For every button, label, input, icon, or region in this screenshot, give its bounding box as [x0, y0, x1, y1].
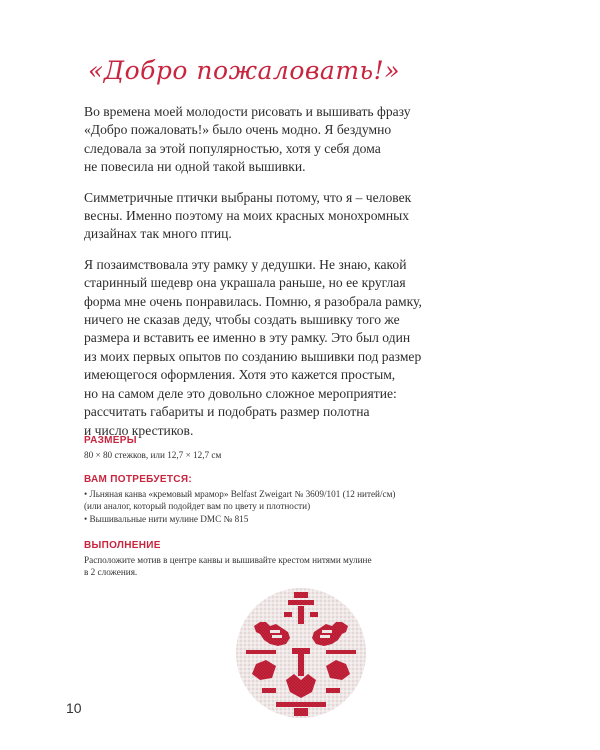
paragraph-2 [84, 189, 464, 244]
text-line: Симметричные птички выбраны потому, что я – человек [84, 189, 412, 205]
text-line: размера и вставить ее именно в эту рамку. Это был один [84, 330, 411, 346]
page-title: «Добро пожаловать!» [88, 56, 400, 85]
execution-text-line: Расположите мотив в центре канвы и вышивайте крестом нитями мулине [84, 555, 372, 565]
materials-item-canvas: • Льняная канва «кремовый мрамор» Belfast Zweigart № 3609/101 (12 нитей/см) [84, 489, 396, 499]
body-text [84, 103, 464, 452]
text-line: форма мне очень понравилась. Помню, я разобрала рамку, [84, 293, 422, 309]
page-number: 10 [66, 700, 82, 716]
embroidery-photo [236, 588, 366, 718]
text-line: Я позаимствовала эту рамку у дедушки. Не знаю, какой [84, 256, 407, 272]
materials-item-canvas-note: (или аналог, который подойдет вам по цвету и плотности) [84, 501, 311, 512]
text-line: дизайнах так много птиц. [84, 226, 232, 242]
text-line: имеющегося оформления. Хотя это кажется простым, [84, 367, 396, 383]
sizes-heading: РАЗМЕРЫ [84, 435, 137, 446]
text-line: рассчитать габариты и подобрать размер полотна [84, 404, 370, 420]
paragraph-3 [84, 256, 464, 440]
text-line: но на самом деле это довольно сложное мероприятие: [84, 385, 397, 401]
materials-item-thread: • Вышивальные нити мулине DMC № 815 [84, 513, 249, 524]
text-line: из моих первых опытов по созданию вышивки под размер [84, 348, 422, 364]
materials-section [84, 474, 484, 525]
text-line: ничего не сказав деду, чтобы создать вышивку того же [84, 312, 400, 328]
text-line: «Добро пожаловать!» было очень модно. Я бездумно [84, 122, 392, 138]
execution-heading: ВЫПОЛНЕНИЕ [84, 540, 161, 551]
materials-heading: ВАМ ПОТРЕБУЕТСЯ: [84, 474, 192, 485]
execution-text-line: в 2 сложения. [84, 567, 138, 578]
text-line: следовала за этой популярностью, хотя у себя дома [84, 140, 381, 156]
execution-section [84, 540, 484, 579]
sizes-text: 80 × 80 стежков, или 12,7 × 12,7 см [84, 450, 222, 460]
text-line: не повесила ни одной такой вышивки. [84, 159, 306, 175]
text-line: весны. Именно поэтому на моих красных монохромных [84, 208, 410, 224]
text-line: и число крестиков. [84, 422, 194, 438]
paragraph-1 [84, 103, 464, 177]
sizes-section [84, 435, 484, 461]
text-line: старинный шедевр она украшала раньше, но ее круглая [84, 275, 406, 291]
text-line: Во времена моей молодости рисовать и вышивать фразу [84, 104, 411, 119]
